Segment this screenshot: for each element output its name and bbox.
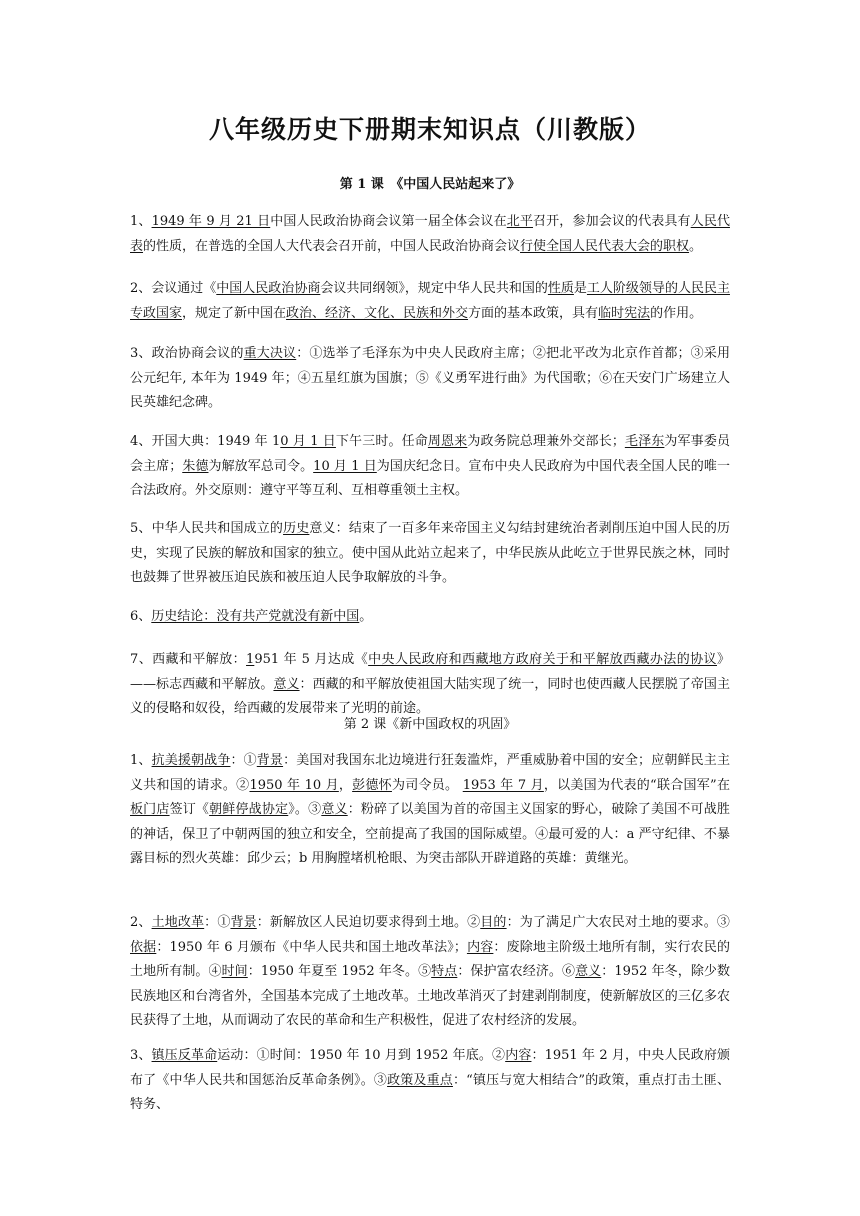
text-run: ：1950 年夏至 1952 年冬。⑤ <box>247 964 432 979</box>
underlined-term: 意义 <box>575 964 602 979</box>
text-run: 会议共同纲领》，规定中华人民共和国的 <box>320 281 548 296</box>
underlined-term: 北平 <box>506 214 534 229</box>
underlined-term: 1 <box>246 652 255 667</box>
underlined-term: 工人阶级领导的人民民主专政国家 <box>130 281 730 321</box>
underlined-term: 镇压反革命 <box>151 1048 218 1063</box>
lesson-2-heading: 第 2 课《新中国政权的巩固》 <box>343 717 517 732</box>
lesson-1-item-3 <box>130 342 730 416</box>
text-run: 》。③ <box>288 802 322 817</box>
underlined-term: 朱德 <box>182 458 209 474</box>
underlined-term: 行使全国人民代表大会的职权 <box>520 238 690 254</box>
lesson-1-item-2 <box>130 277 730 326</box>
underlined-term: 目的 <box>480 915 507 930</box>
text-run: 是 <box>573 281 587 296</box>
text-run: ：1951 年 2 月，中央人民政府颁布了《中华人民共和国惩治反革命条例》。③ <box>130 1048 730 1088</box>
text-run: 。 <box>359 609 373 624</box>
underlined-term: 1953 年 7 月 <box>462 777 544 793</box>
lesson-1-item-4 <box>130 430 730 504</box>
underlined-term: 历史结论：没有共产党就没有新中国 <box>151 609 360 624</box>
lesson-1-item-6 <box>130 605 730 630</box>
underlined-term: 板门店 <box>130 802 170 817</box>
text-run: 下午三时。任命 <box>335 434 428 449</box>
text-run: ：① <box>204 915 231 930</box>
text-run: 召开，参加会议的代表具有 <box>533 214 691 229</box>
text-run: ，规定了新中国在 <box>182 305 287 321</box>
text-run: 2、会议通过《 <box>130 281 217 296</box>
underlined-term: 背景 <box>256 753 284 768</box>
text-run: 中国人民政治协商会议第一届全体会议在 <box>270 214 507 229</box>
text-run: 2、 <box>130 915 152 930</box>
text-run: ：保护富农经济。⑥ <box>457 964 576 979</box>
underlined-term: 性质 <box>547 281 574 296</box>
underlined-term: 周恩来 <box>427 434 468 449</box>
underlined-term: 历史 <box>283 521 310 536</box>
text-run: ：1952 年冬，除少数民族地区和台湾省外，全国基本完成了土地改革。土地改革消灭了封建剥削制度，使新解放区的三亿多农民获得了土地，从而调动了农民的革命和生产积极性，促进了农村经济的发展。 <box>130 964 730 1028</box>
text-run: ：① <box>230 753 257 768</box>
text-run: 为政务院总理兼外交部长； <box>467 434 625 449</box>
text-run: 1、 <box>130 753 152 768</box>
text-run: 签订《 <box>169 802 210 817</box>
text-run: 5、中华人民共和国成立的 <box>130 521 284 536</box>
text-run: ：①选举了毛泽东为中央人民政府主席；②把北平改为北京作首都；③采用公元纪年, 本年为 1949 年；④五星红旗为国旗；⑤《义勇军进行曲》为代国歌；⑥在天安门广场建立人民英雄纪念碑。 <box>130 346 730 410</box>
underlined-term: 临时宪法 <box>598 305 651 321</box>
underlined-term: 1949 年 9 月 21 日 <box>151 214 271 229</box>
lesson-1-item-5 <box>130 517 730 591</box>
document-title: 八年级历史下册期末知识点（川教版） <box>208 115 651 144</box>
underlined-term: 时间 <box>221 964 248 979</box>
underlined-term: 依据 <box>130 939 157 955</box>
lesson-2-item-1 <box>130 749 730 872</box>
text-run: ：粉碎了以美国为首的帝国主义国家的野心，破除了美国不可战胜的神话，保卫了中朝两国的独立和安全，空前提高了我国的国际威望。④最可爱的人：a 严守纪律、不暴露目标的烈火英雄：邱少云；b 用胸膛堵机枪眼、为突击部队开辟道路的英雄：黄继光。 <box>130 802 730 866</box>
text-run: 3、政治协商会议的 <box>130 346 244 361</box>
lesson-1-item-7 <box>130 648 730 722</box>
text-run: ：新解放区人民迫切要求得到土地。② <box>256 915 481 930</box>
text-run: 3、 <box>130 1048 152 1063</box>
text-run: 的作用。 <box>650 305 703 321</box>
text-run: 1、 <box>130 214 152 229</box>
underlined-term: 意义 <box>321 802 348 817</box>
text-run: 的性质，在普选的全国人大代表会召开前，中国人民政治协商会议 <box>143 238 521 254</box>
underlined-term: 1950 年 10 月 <box>249 777 339 793</box>
underlined-term: 内容 <box>505 1048 532 1063</box>
underlined-term: 彭德怀 <box>352 777 392 793</box>
text-run: 为军事委员会主席； <box>130 434 730 474</box>
text-run: 951 年 5 月达成《 <box>254 652 369 667</box>
text-run: ：西藏的和平解放使祖国大陆实现了统一，同时也使西藏人民摆脱了帝国主义的侵略和奴役，给西藏的发展带来了光明的前途。 <box>130 676 730 716</box>
underlined-term: 意义 <box>273 676 300 692</box>
text-run: 为司令员。 <box>391 777 463 793</box>
text-run: 运动：①时间：1950 年 10 月到 1952 年底。② <box>217 1048 506 1063</box>
underlined-term: 人民代表 <box>130 214 730 254</box>
underlined-term: 朝鲜停战协定 <box>209 802 289 817</box>
underlined-term: 内容 <box>466 939 494 955</box>
underlined-term: 政治、经济、文化、民族和外交 <box>286 305 469 321</box>
text-run: ：“镇压与宽大相结合”的政策，重点打击土匪、特务、 <box>130 1072 730 1112</box>
text-run: 方面的基本政策，具有 <box>468 305 599 321</box>
text-run: 为国庆纪念日。宣布中央人民政府为中国代表全国人民的唯一合法政府。外交原则：遵守平等互利、互相尊重领土主权。 <box>130 458 730 498</box>
underlined-term: 10 月 1 日 <box>313 458 377 474</box>
text-run: 7、西藏和平解放： <box>130 652 247 667</box>
text-run: 6、 <box>130 609 152 624</box>
underlined-term: 抗美援朝战争 <box>151 753 231 768</box>
lesson-1-item-1 <box>130 210 730 259</box>
text-run: ，以美国为代表的“联合国军”在 <box>543 777 730 793</box>
underlined-term: 中央人民政府和西藏地方政府关于和平解放西藏办法的协议 <box>368 652 717 667</box>
underlined-term: 重大决议 <box>243 346 297 361</box>
lesson-2-item-2 <box>130 911 730 1034</box>
underlined-term: 毛泽东 <box>624 434 665 449</box>
text-run: 意义：结束了一百多年来帝国主义勾结封建统治者剥削压迫中国人民的历史，实现了民族的解放和国家的独立。使中国从此站立起来了，中华民族从此屹立于世界民族之林，同时也鼓舞了世界被压迫民族和被压迫人民争取解放的斗争。 <box>130 521 730 585</box>
underlined-term: 特点 <box>431 964 458 979</box>
underlined-term: 土地改革 <box>151 915 205 930</box>
text-run: ：为了满足广大农民对土地的要求。③ <box>506 915 730 930</box>
lesson-1-heading: 第 1 课 《中国人民站起来了》 <box>339 177 521 192</box>
text-run: 4、开国大典：1949 年 1 <box>130 434 281 449</box>
text-run: ：1950 年 6 月颁布《中华人民共和国土地改革法》； <box>156 939 467 955</box>
underlined-term: 0 月 1 日 <box>280 434 336 449</box>
text-run: 》——标志西藏和平解放。 <box>130 652 730 692</box>
text-run: 为解放军总司令。 <box>208 458 314 474</box>
underlined-term: 背景 <box>230 915 257 930</box>
lesson-2-item-3 <box>130 1044 730 1118</box>
underlined-term: 中国人民政治协商 <box>216 281 321 296</box>
text-run: ：废除地主阶级土地所有制，实行农民的土地所有制。④ <box>130 939 730 979</box>
text-run: ， <box>338 777 353 793</box>
text-run: 。 <box>689 238 703 254</box>
underlined-term: 政策及重点 <box>387 1072 453 1088</box>
text-run: ：美国对我国东北边境进行狂轰滥炸，严重威胁着中国的安全；应朝鲜民主主义共和国的请求。② <box>130 753 730 793</box>
